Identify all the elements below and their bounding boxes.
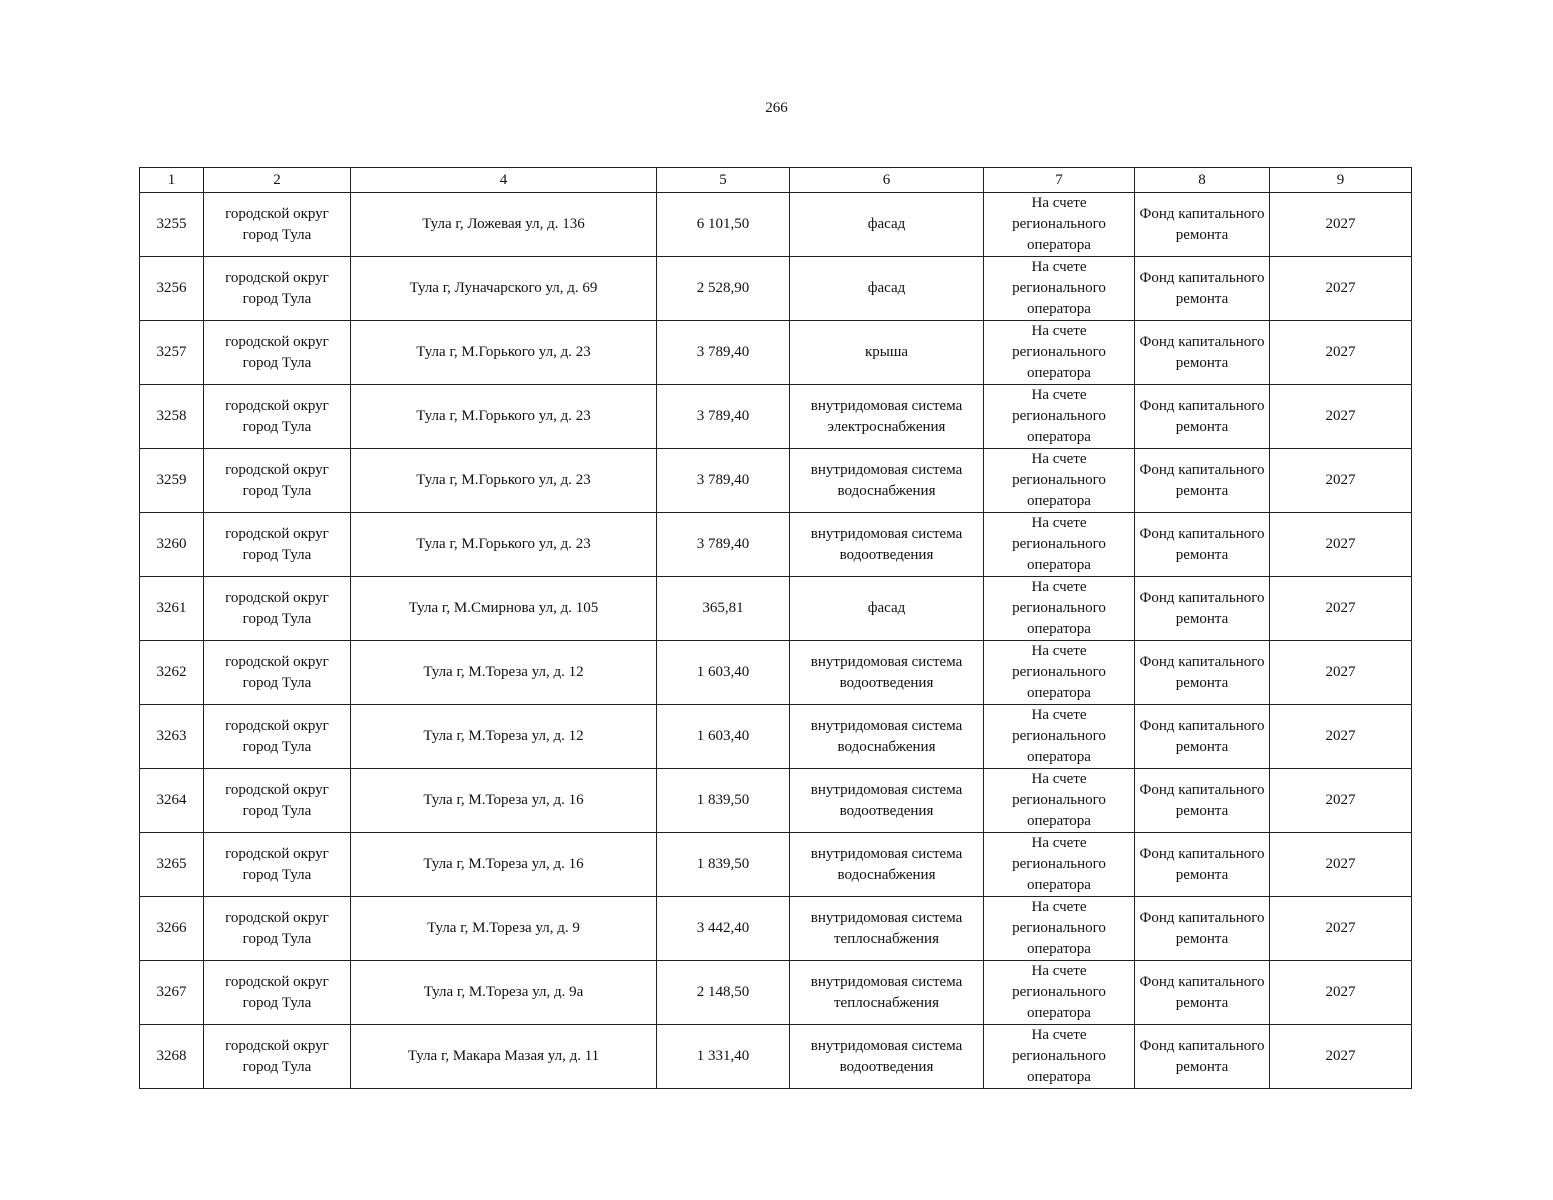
table-row [140, 833, 1412, 897]
work-type-cell: внутридомовая система водоотведения [790, 641, 984, 705]
row-number-cell: 3260 [140, 513, 204, 577]
account-cell: На счете регионального оператора [984, 641, 1135, 705]
account-cell: На счете регионального оператора [984, 193, 1135, 257]
funding-source-cell: Фонд капитального ремонта [1135, 961, 1270, 1025]
account-cell: На счете регионального оператора [984, 1025, 1135, 1089]
funding-source-cell: Фонд капитального ремонта [1135, 769, 1270, 833]
account-cell: На счете регионального оператора [984, 961, 1135, 1025]
address-cell: Тула г, М.Тореза ул, д. 9а [351, 961, 657, 1025]
funding-source-cell: Фонд капитального ремонта [1135, 897, 1270, 961]
column-header: 9 [1270, 168, 1412, 193]
municipality-cell: городской округ город Тула [204, 833, 351, 897]
area-cell: 6 101,50 [657, 193, 790, 257]
row-number-cell: 3257 [140, 321, 204, 385]
year-cell: 2027 [1270, 577, 1412, 641]
year-cell: 2027 [1270, 1025, 1412, 1089]
column-header: 1 [140, 168, 204, 193]
address-cell: Тула г, М.Горького ул, д. 23 [351, 513, 657, 577]
area-cell: 1 603,40 [657, 641, 790, 705]
area-cell: 2 528,90 [657, 257, 790, 321]
year-cell: 2027 [1270, 193, 1412, 257]
address-cell: Тула г, М.Горького ул, д. 23 [351, 321, 657, 385]
municipality-cell: городской округ город Тула [204, 1025, 351, 1089]
area-cell: 3 789,40 [657, 321, 790, 385]
table-row [140, 1025, 1412, 1089]
municipality-cell: городской округ город Тула [204, 705, 351, 769]
municipality-cell: городской округ город Тула [204, 321, 351, 385]
funding-source-cell: Фонд капитального ремонта [1135, 385, 1270, 449]
work-type-cell: внутридомовая система водоотведения [790, 1025, 984, 1089]
area-cell: 365,81 [657, 577, 790, 641]
work-type-cell: фасад [790, 577, 984, 641]
funding-source-cell: Фонд капитального ремонта [1135, 833, 1270, 897]
table-row [140, 385, 1412, 449]
table-row [140, 961, 1412, 1025]
year-cell: 2027 [1270, 257, 1412, 321]
area-cell: 3 789,40 [657, 385, 790, 449]
table-row [140, 769, 1412, 833]
municipality-cell: городской округ город Тула [204, 193, 351, 257]
table-row [140, 257, 1412, 321]
column-header: 5 [657, 168, 790, 193]
funding-source-cell: Фонд капитального ремонта [1135, 641, 1270, 705]
column-header: 8 [1135, 168, 1270, 193]
area-cell: 1 839,50 [657, 769, 790, 833]
work-type-cell: внутридомовая система теплоснабжения [790, 897, 984, 961]
address-cell: Тула г, М.Тореза ул, д. 16 [351, 833, 657, 897]
row-number-cell: 3266 [140, 897, 204, 961]
row-number-cell: 3267 [140, 961, 204, 1025]
account-cell: На счете регионального оператора [984, 833, 1135, 897]
funding-source-cell: Фонд капитального ремонта [1135, 577, 1270, 641]
municipality-cell: городской округ город Тула [204, 513, 351, 577]
area-cell: 1 331,40 [657, 1025, 790, 1089]
year-cell: 2027 [1270, 897, 1412, 961]
municipality-cell: городской округ город Тула [204, 769, 351, 833]
work-type-cell: крыша [790, 321, 984, 385]
year-cell: 2027 [1270, 513, 1412, 577]
funding-source-cell: Фонд капитального ремонта [1135, 257, 1270, 321]
address-cell: Тула г, Макара Мазая ул, д. 11 [351, 1025, 657, 1089]
address-cell: Тула г, М.Смирнова ул, д. 105 [351, 577, 657, 641]
municipality-cell: городской округ город Тула [204, 641, 351, 705]
row-number-cell: 3261 [140, 577, 204, 641]
address-cell: Тула г, Ложевая ул, д. 136 [351, 193, 657, 257]
work-type-cell: фасад [790, 257, 984, 321]
municipality-cell: городской округ город Тула [204, 257, 351, 321]
table-row [140, 705, 1412, 769]
page-number: 266 [765, 100, 788, 116]
account-cell: На счете регионального оператора [984, 449, 1135, 513]
municipality-cell: городской округ город Тула [204, 385, 351, 449]
work-type-cell: внутридомовая система электроснабжения [790, 385, 984, 449]
row-number-cell: 3263 [140, 705, 204, 769]
year-cell: 2027 [1270, 321, 1412, 385]
table-row [140, 513, 1412, 577]
table-row [140, 897, 1412, 961]
address-cell: Тула г, М.Тореза ул, д. 12 [351, 705, 657, 769]
column-header: 2 [204, 168, 351, 193]
account-cell: На счете регионального оператора [984, 257, 1135, 321]
row-number-cell: 3256 [140, 257, 204, 321]
work-type-cell: внутридомовая система водоснабжения [790, 833, 984, 897]
account-cell: На счете регионального оператора [984, 321, 1135, 385]
row-number-cell: 3255 [140, 193, 204, 257]
address-cell: Тула г, М.Горького ул, д. 23 [351, 449, 657, 513]
account-cell: На счете регионального оператора [984, 897, 1135, 961]
year-cell: 2027 [1270, 769, 1412, 833]
area-cell: 1 839,50 [657, 833, 790, 897]
year-cell: 2027 [1270, 641, 1412, 705]
work-type-cell: внутридомовая система водоснабжения [790, 449, 984, 513]
work-type-cell: внутридомовая система водоснабжения [790, 705, 984, 769]
work-type-cell: фасад [790, 193, 984, 257]
work-type-cell: внутридомовая система теплоснабжения [790, 961, 984, 1025]
funding-source-cell: Фонд капитального ремонта [1135, 193, 1270, 257]
address-cell: Тула г, М.Тореза ул, д. 9 [351, 897, 657, 961]
funding-source-cell: Фонд капитального ремонта [1135, 449, 1270, 513]
account-cell: На счете регионального оператора [984, 705, 1135, 769]
area-cell: 3 789,40 [657, 513, 790, 577]
column-header: 6 [790, 168, 984, 193]
municipality-cell: городской округ город Тула [204, 449, 351, 513]
area-cell: 3 442,40 [657, 897, 790, 961]
work-type-cell: внутридомовая система водоотведения [790, 769, 984, 833]
account-cell: На счете регионального оператора [984, 385, 1135, 449]
funding-source-cell: Фонд капитального ремонта [1135, 1025, 1270, 1089]
row-number-cell: 3268 [140, 1025, 204, 1089]
year-cell: 2027 [1270, 833, 1412, 897]
column-header: 7 [984, 168, 1135, 193]
year-cell: 2027 [1270, 705, 1412, 769]
column-header: 4 [351, 168, 657, 193]
year-cell: 2027 [1270, 385, 1412, 449]
row-number-cell: 3265 [140, 833, 204, 897]
table-row [140, 449, 1412, 513]
address-cell: Тула г, М.Тореза ул, д. 16 [351, 769, 657, 833]
header-row [140, 168, 1412, 193]
row-number-cell: 3259 [140, 449, 204, 513]
funding-source-cell: Фонд капитального ремонта [1135, 321, 1270, 385]
funding-source-cell: Фонд капитального ремонта [1135, 513, 1270, 577]
municipality-cell: городской округ город Тула [204, 961, 351, 1025]
area-cell: 1 603,40 [657, 705, 790, 769]
work-type-cell: внутридомовая система водоотведения [790, 513, 984, 577]
address-cell: Тула г, М.Тореза ул, д. 12 [351, 641, 657, 705]
municipality-cell: городской округ город Тула [204, 577, 351, 641]
account-cell: На счете регионального оператора [984, 577, 1135, 641]
area-cell: 3 789,40 [657, 449, 790, 513]
row-number-cell: 3262 [140, 641, 204, 705]
register-table [139, 167, 1412, 1089]
municipality-cell: городской округ город Тула [204, 897, 351, 961]
year-cell: 2027 [1270, 449, 1412, 513]
account-cell: На счете регионального оператора [984, 769, 1135, 833]
address-cell: Тула г, Луначарского ул, д. 69 [351, 257, 657, 321]
address-cell: Тула г, М.Горького ул, д. 23 [351, 385, 657, 449]
row-number-cell: 3258 [140, 385, 204, 449]
year-cell: 2027 [1270, 961, 1412, 1025]
table-row [140, 577, 1412, 641]
account-cell: На счете регионального оператора [984, 513, 1135, 577]
table-row [140, 321, 1412, 385]
row-number-cell: 3264 [140, 769, 204, 833]
table-row [140, 641, 1412, 705]
table-row [140, 193, 1412, 257]
funding-source-cell: Фонд капитального ремонта [1135, 705, 1270, 769]
area-cell: 2 148,50 [657, 961, 790, 1025]
